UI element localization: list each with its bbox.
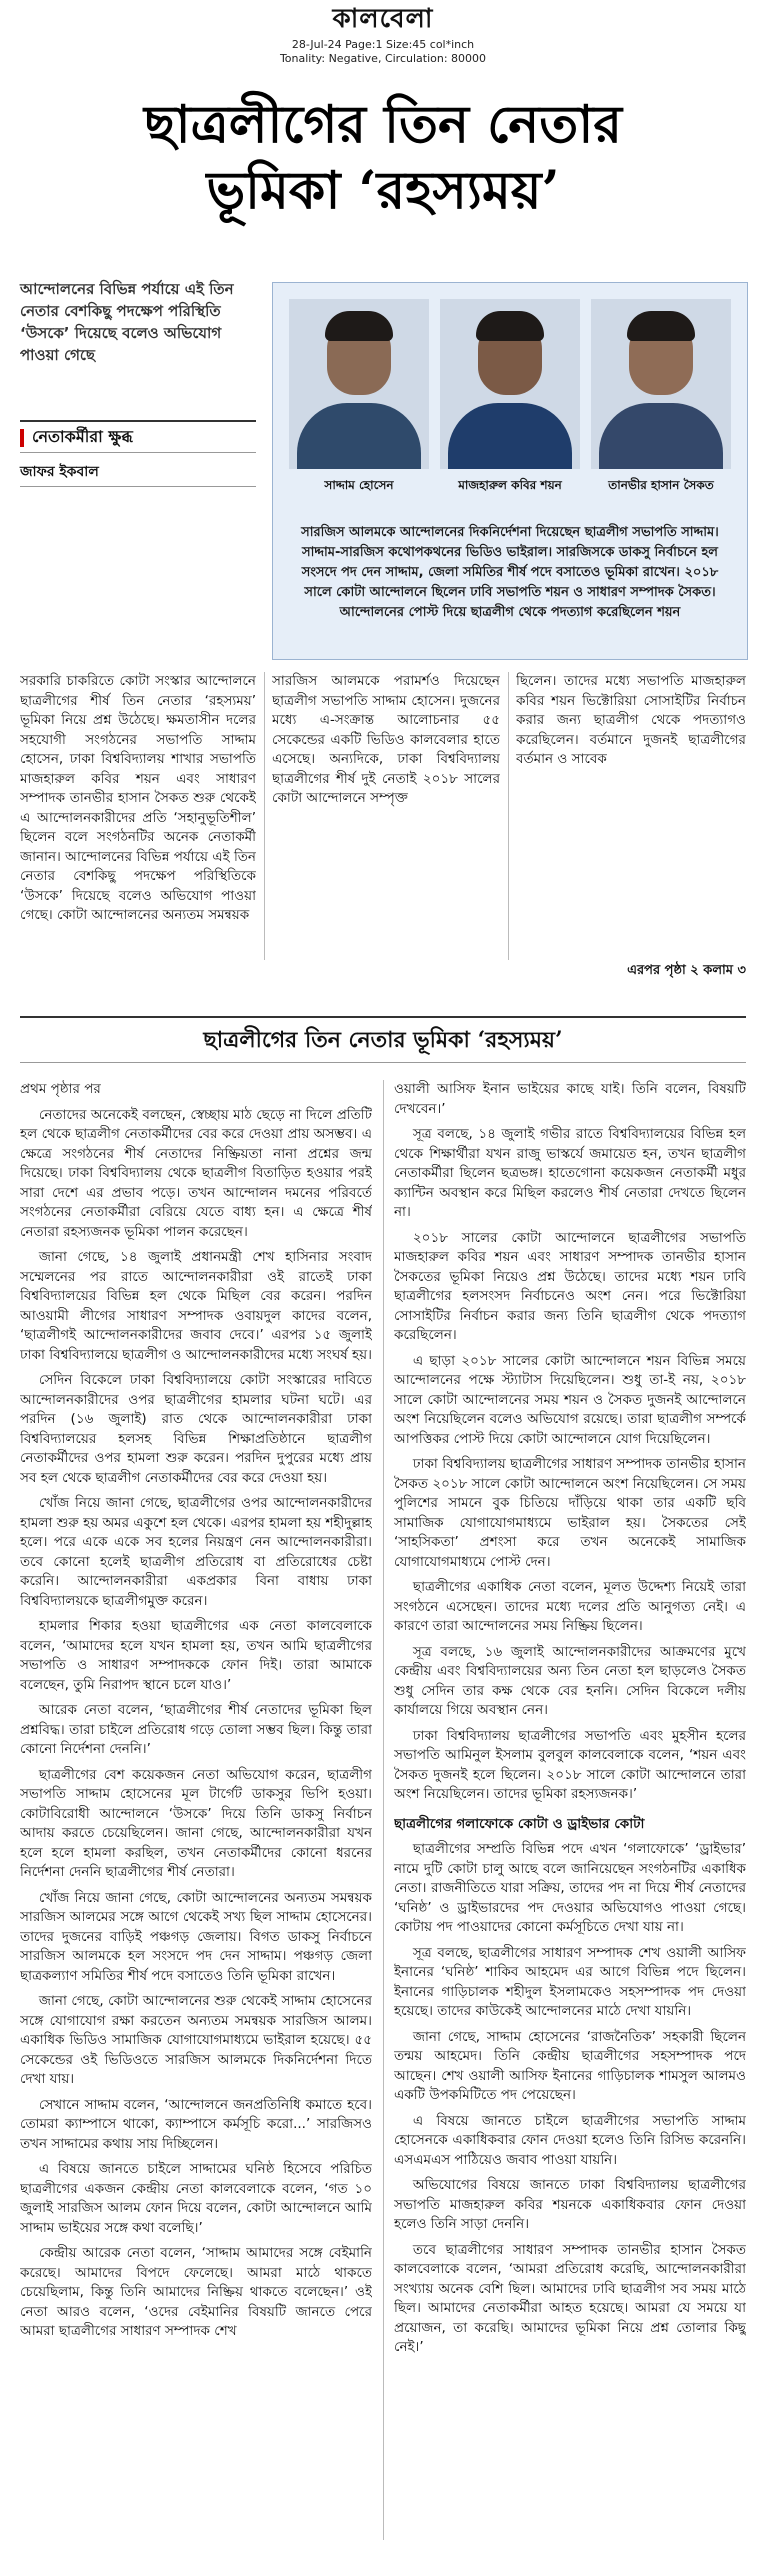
paragraph: তবে ছাত্রলীগের সাধারণ সম্পাদক তানভীর হাসান সৈকত কালবেলাকে বলেন, ‘আমরা প্রতিরোধ করেছি, আন্দোলনকারীরা সংখ্যায় অনেক বেশি ছিল। আমাদের ঢাবি ছাত্রলীগ সব সময় মাঠে ছিল। আমাদের নেতাকর্মীরা আহত হয়েছে। আমরা যে সময়ে যা প্রয়োজন, তা করেছি। আমাদের ভূমিকা নিয়ে প্রশ্ন তোলার কিছু নেই।’: [394, 2241, 746, 2355]
paragraph: সেখানে সাদ্দাম বলেন, ‘আন্দোলনে জনপ্রতিনিধি কমাতে হবে। তোমরা ক্যাম্পাসে থাকো, ক্যাম্পাসে কর্মসূচি করো...’ সারজিসও তখন সাদ্দামের কথায় সায় দিচ্ছিলেন।: [20, 2096, 372, 2152]
column-rule: [508, 672, 509, 960]
paragraph: এ বিষয়ে জানতে চাইলে ছাত্রলীগের সভাপতি সাদ্দাম হোসেনকে একাধিকবার ফোন দেওয়া হলেও তিনি রিসিভ করেননি। এসএমএস পাঠিয়েও জবাব পাওয়া যায়নি।: [394, 2112, 746, 2168]
photo-name-2: মাজহারুল কবির শয়ন: [458, 478, 562, 492]
portrait-body: [297, 403, 421, 469]
front-column-3: ছিলেন। তাদের মধ্যে সভাপতি মাজহারুল কবির শয়ন ভিক্টোরিয়া সোসাইটির নির্বাচন করার জন্য ছাত্রলীগ থেকে পদত্যাগও করেছিলেন। বর্তমানে দুজনই ছাত্রলীগের বর্তমান ও সাবেক: [516, 673, 746, 767]
paragraph: ওয়ালী আসিফ ইনান ভাইয়ের কাছে যাই। তিনি বলেন, বিষয়টি দেখবেন।’: [394, 1081, 746, 1117]
headline-line-1: ছাত্রলীগের তিন নেতার: [144, 94, 622, 155]
portrait-hair: [325, 311, 393, 341]
tag-marker: [20, 429, 24, 447]
paragraph: প্রথম পৃষ্ঠার পর: [20, 1081, 101, 1097]
paragraph: জানা গেছে, কোটা আন্দোলনের শুরু থেকেই সাদ্দাম হোসেনের সঙ্গে যোগাযোগ রক্ষা করতেন অন্যতম সমন্বয়ক সারজিস আলম। একাধিক ভিডিও সামাজিক যোগাযোগমাধ্যমে ভাইরাল হয়েছে। ৫৫ সেকেন্ডের ওই ভিডিওতে সারজিস আলমকে দিকনির্দেশনা দিতে দেখা যায়।: [20, 1993, 372, 2087]
body-column-1: [20, 1080, 372, 2540]
section-tag: [20, 420, 256, 453]
paragraph: সূত্র বলছে, ১৬ জুলাই আন্দোলনকারীদের আক্রমণের মুখে কেন্দ্রীয় এবং বিশ্ববিদ্যালয়ের অন্য তিন নেতা হল ছাড়লেও সৈকত শুধু সেদিন তার কক্ষ থেকে বের হননি। সেদিন বিকেলে দলীয় কার্যালয়ে গিয়ে অবস্থান নেন।: [394, 1643, 746, 1718]
photo-box: [272, 282, 748, 660]
paragraph: ঢাকা বিশ্ববিদ্যালয় ছাত্রলীগের সভাপতি এবং মুহসীন হলের সভাপতি আমিনুল ইসলাম বুলবুল কালবেলাকে বলেন, ‘শয়ন এবং সৈকত দুজনই হলে ছিলেন। ২০১৮ সালে কোটা আন্দোলনে তারা অংশ নিয়েছিলেন। তাদের ভূমিকা রহস্যজনক।’: [394, 1727, 746, 1802]
column-rule: [383, 1080, 384, 2540]
paragraph: জানা গেছে, ১৪ জুলাই প্রধানমন্ত্রী শেখ হাসিনার সংবাদ সম্মেলনের পর রাতে আন্দোলনকারীরা ওই রাতেই ঢাকা বিশ্ববিদ্যালয়ের বিভিন্ন হল থেকে মিছিল বের করেন। পরদিন আওয়ামী লীগের সাধারণ সম্পাদক ওবায়দুল কাদের বলেন, ‘ছাত্রলীগই আন্দোলনকারীদের জবাব দেবে।’ এরপর ১৫ জুলাই ঢাকা বিশ্ববিদ্যালয়ে ছাত্রলীগ ও আন্দোলনকারীদের মধ্যে সংঘর্ষ হয়।: [20, 1249, 372, 1363]
portrait-body: [599, 403, 723, 469]
paragraph: অভিযোগের বিষয়ে জানতে ঢাকা বিশ্ববিদ্যালয় ছাত্রলীগের সভাপতি মাজহারুল কবির শয়নকে একাধিকবার ফোন দেওয়া হলেও তিনি সাড়া দেননি।: [394, 2177, 746, 2232]
newspaper-logo: কালবেলা: [332, 4, 434, 34]
photo-name-1: সাদ্দাম হোসেন: [324, 478, 394, 492]
kicker: আন্দোলনের বিভিন্ন পর্যায়ে এই তিন নেতার বেশকিছু পদক্ষেপ পরিস্থিতি ‘উসকে’ দিয়েছে বলেও অভিযোগ পাওয়া গেছে: [20, 280, 234, 364]
paragraph: ২০১৮ সালের কোটা আন্দোলনে ছাত্রলীগের সভাপতি মাজহারুল কবির শয়ন এবং সাধারণ সম্পাদক তানভীর হাসান সৈকতের ভূমিকা নিয়েও প্রশ্ন উঠেছে। তাদের মধ্যে শয়ন ঢাবি ছাত্রলীগের হলসংসদ নির্বাচনেও অংশ নেন। পরে ভিক্টোরিয়া সোসাইটির নির্বাচন করার জন্য তিনি ছাত্রলীগ থেকে পদত্যাগ করেছিলেন।: [394, 1229, 746, 1343]
headline: [20, 92, 746, 224]
paragraph: জানা গেছে, সাদ্দাম হোসেনের ‘রাজনৈতিক’ সহকারী ছিলেন তন্ময় আহমেদ। তিনি কেন্দ্রীয় ছাত্রলীগের সহসম্পাদক পদে আছেন। শেখ ওয়ালী আসিফ ইনানের গাড়িচালক শামসুল আলমও একটি উপকমিটিতে পদ পেয়েছেন।: [394, 2028, 746, 2103]
portrait-body: [448, 403, 572, 469]
photo-caption: সারজিস আলমকে আন্দোলনের দিকনির্দেশনা দিয়েছেন ছাত্রলীগ সভাপতি সাদ্দাম। সাদ্দাম-সারজিস কথোপকথনের ভিডিও ভাইরাল। সারজিসকে ডাকসু নির্বাচনে হল সংসদে পদ দেন সাদ্দাম, জেলা সমিতির শীর্ষ পদে বসাতেও ভূমিকা রাখেন। ২০১৮ সালে কোটা আন্দোলনে ছিলেন ঢাবি সভাপতি শয়ন ও সাধারণ সম্পাদক সৈকত। আন্দোলনের পোস্ট দিয়ে ছাত্রলীগ থেকে পদত্যাগ করেছিলেন শয়ন: [301, 525, 719, 620]
paragraph: সূত্র বলছে, ১৪ জুলাই গভীর রাতে বিশ্ববিদ্যালয়ের বিভিন্ন হল থেকে শিক্ষার্থীরা যখন রাজু ভাস্কর্যে জমায়েত হন, তখন ছাত্রলীগ নেতাকর্মীরা ছিলেন ছত্রভঙ্গ। হাতেগোনা কয়েকজন নেতাকর্মী মধুর ক্যান্টিন অবস্থান করে মিছিল করলেও শীর্ষ নেতারা দেখতে ছিলেন না।: [394, 1126, 746, 1220]
front-column-2: সারজিস আলমকে পরামর্শও দিয়েছেন ছাত্রলীগ সভাপতি সাদ্দাম হোসেন। দুজনের মধ্যে এ-সংক্রান্ত আলোচনার ৫৫ সেকেন্ডের একটি ভিডিও কালবেলার হাতে এসেছে। অন্যদিকে, ঢাকা বিশ্ববিদ্যালয় ছাত্রলীগের শীর্ষ দুই নেতাই ২০১৮ সালের কোটা আন্দোলনে সম্পৃক্ত: [272, 673, 500, 806]
paragraph: ছাত্রলীগের বেশ কয়েকজন নেতা অভিযোগ করেন, ছাত্রলীগ সভাপতি সাদ্দাম হোসেনের মূল টার্গেট ডাকসুর ভিপি হওয়া। কোটাবিরোধী আন্দোলনে ‘উসকে’ দিয়ে তিনি ডাকসু নির্বাচন আদায় করতে চেয়েছিলেন। জানা গেছে, আন্দোলনকারীরা যখন হলে হলে হামলা করছিল, তখন নেতাকর্মীদের কোনো ধরনের নির্দেশনা দেননি ছাত্রলীগের শীর্ষ নেতারা।: [20, 1766, 372, 1880]
continued-notice: এরপর পৃষ্ঠা ২ কলাম ৩: [627, 963, 746, 978]
section-tag-label: নেতাকর্মীরা ক্ষুব্ধ: [32, 427, 133, 446]
clipping-meta-date: 28-Jul-24 Page:1 Size:45 col*inch: [291, 38, 475, 51]
portrait-photo: [591, 299, 731, 469]
paragraph: কেন্দ্রীয় আরেক নেতা বলেন, ‘সাদ্দাম আমাদের সঙ্গে বেইমানি করেছে। আমাদের বিপদে ফেলেছে। আমরা মাঠে থাকতে চেয়েছিলাম, কিন্তু তিনি আমাদের নিষ্ক্রিয় থাকতে বলেছেন।’ ওই নেতা আরও বলেন, ‘ওদের বেইমানির বিষয়টি জানতে পেরে আমরা ছাত্রলীগের সাধারণ সম্পাদক শেখ: [20, 2245, 372, 2339]
paragraph: এ বিষয়ে জানতে চাইলে সাদ্দামের ঘনিষ্ঠ হিসেবে পরিচিত ছাত্রলীগের একজন কেন্দ্রীয় নেতা কালবেলাকে বলেন, ‘গত ১০ জুলাই সারজিস আলম ফোন দিয়ে বলেন, কোটা আন্দোলনে আমি সাদ্দাম ভাইয়ের সঙ্গে কথা বলেছি।’: [20, 2161, 372, 2236]
paragraph: খোঁজ নিয়ে জানা গেছে, ছাত্রলীগের ওপর আন্দোলনকারীদের হামলা শুরু হয় অমর একুশে হল থেকে। এরপর হামলা হয় শহীদুল্লাহ হলে। পরে একে একে সব হলের নিয়ন্ত্রণ নেন আন্দোলনকারীরা। তবে কোনো হলেই ছাত্রলীগ প্রতিরোধ বা প্রতিরোধের চেষ্টা করেনি। আন্দোলনকারীরা একপ্রকার বিনা বাধায় ঢাকা বিশ্ববিদ্যালয়কে ছাত্রলীগমুক্ত করেন।: [20, 1495, 372, 1609]
paragraph: খোঁজ নিয়ে জানা গেছে, কোটা আন্দোলনের অন্যতম সমন্বয়ক সারজিস আলমের সঙ্গে আগে থেকেই সখ্য ছিল সাদ্দাম হোসেনের। তাদের দুজনের বাড়িই পঞ্চগড় জেলায়। বিগত ডাকসু নির্বাচনে সারজিস আলমকে হল সংসদে পদ দেন সাদ্দাম। পঞ্চগড় জেলা ছাত্রকল্যাণ সমিতির শীর্ষ পদে বসাতেও তিনি ভূমিকা রাখেন।: [20, 1889, 372, 1984]
paragraph: সূত্র বলছে, ছাত্রলীগের সাধারণ সম্পাদক শেখ ওয়ালী আসিফ ইনানের ‘ঘনিষ্ঠ’ শাকিব আহমেদ এর আগে বিভিন্ন পদে ছিলেন। ইনানের গাড়িচালক শহীদুল ইসলামকেও সহসম্পাদক পদ দেওয়া হয়েছে। তাদের কাউকেই আন্দোলনের মাঠে দেখা যায়নি।: [394, 1944, 746, 2019]
portrait-hair: [476, 311, 544, 341]
headline-line-2: ভূমিকা ‘রহস্যময়’: [206, 160, 560, 221]
paragraph: নেতাদের অনেকেই বলছেন, স্বেচ্ছায় মাঠ ছেড়ে না দিলে প্রতিটি হল থেকে ছাত্রলীগ নেতাকর্মীদের বের করে দেওয়া প্রায় অসম্ভব। এ ক্ষেত্রে সংগঠনের শীর্ষ নেতাদের নিষ্ক্রিয়তা নানা প্রশ্নের জন্ম দিয়েছে। ঢাকা বিশ্ববিদ্যালয় থেকে ছাত্রলীগ বিতাড়িত হওয়ার পরই সারা দেশে এর প্রভাব পড়ে। তখন আন্দোলন দমনের পরিবর্তে সংগঠনের নেতাকর্মীরা বেরিয়ে যেতে বাধ্য হন। এ ক্ষেত্রে শীর্ষ নেতারা রহস্যজনক ভূমিকা পালন করেছেন।: [20, 1106, 372, 1240]
paragraph: ঢাকা বিশ্ববিদ্যালয় ছাত্রলীগের সাধারণ সম্পাদক তানভীর হাসান সৈকত ২০১৮ সালে কোটা আন্দোলনে অংশ নিয়েছিলেন। সে সময় পুলিশের সামনে বুক চিতিয়ে দাঁড়িয়ে থাকা তার একটি ছবি সামাজিক যোগাযোগমাধ্যমে ভাইরাল হয়। সৈকতের সেই ‘সাহসিকতা’ প্রশংসা করে তখন অনেকেই সামাজিক যোগাযোগমাধ্যমে পোস্ট দেন।: [394, 1456, 746, 1570]
clipping-meta-tonality: Tonality: Negative, Circulation: 80000: [279, 52, 487, 65]
byline: জাফর ইকবাল: [20, 462, 256, 487]
portrait-photo: [440, 299, 580, 469]
front-column-1: সরকারি চাকরিতে কোটা সংস্কার আন্দোলনে ছাত্রলীগের শীর্ষ তিন নেতার ‘রহস্যময়’ ভূমিকা নিয়ে প্রশ্ন উঠেছে। ক্ষমতাসীন দলের সহযোগী সংগঠনের সভাপতি সাদ্দাম হোসেন, ঢাকা বিশ্ববিদ্যালয় শাখার সভাপতি মাজহারুল কবির শয়ন এবং সাধারণ সম্পাদক তানভীর হাসান সৈকত শুরু থেকেই এ আন্দোলনকারীদের প্রতি ‘সহানুভূতিশীল’ ছিলেন বলে সংগঠনটির অনেক নেতাকর্মী জানান। আন্দোলনের বিভিন্ন পর্যায়ে এই তিন নেতার বেশকিছু পদক্ষেপ পরিস্থিতিকে ‘উসকে’ দিয়েছে বলেও অভিযোগ পাওয়া গেছে। কোটা আন্দোলনের অন্যতম সমন্বয়ক: [20, 673, 256, 923]
portrait-photo: [289, 299, 429, 469]
paragraph: ছাত্রলীগের সম্প্রতি বিভিন্ন পদে এখন ‘গলাফোকে’ ‘ড্রাইভার’ নামে দুটি কোটা চালু আছে বলে জানিয়েছেন সংগঠনটির একাধিক নেতা। রাজনীতিতে যারা সক্রিয়, তাদের পদ না দিয়ে শীর্ষ নেতাদের ‘ঘনিষ্ঠ’ ও ড্রাইভারদের পদ দেওয়ার অভিযোগও পাওয়া গেছে। কোটায় পদ পাওয়াদের কোনো কর্মসূচিতে দেখা যায় না।: [394, 1841, 746, 1935]
paragraph: ছাত্রলীগের একাধিক নেতা বলেন, মূলত উদ্দেশ্য নিয়েই তারা সংগঠনে এসেছেন। তাদের মধ্যে দলের প্রতি আনুগত্য নেই। এ কারণে তারা আন্দোলনের সময় নিষ্ক্রিয় ছিলেন।: [394, 1579, 746, 1634]
paragraph: ছাত্রলীগের গলাফোকে কোটা ও ড্রাইভার কোটা: [394, 1815, 645, 1832]
photo-name-3: তানভীর হাসান সৈকত: [608, 478, 714, 492]
paragraph: সেদিন বিকেলে ঢাকা বিশ্ববিদ্যালয়ে কোটা সংস্কারের দাবিতে আন্দোলনকারীদের ওপর ছাত্রলীগের হামলার ঘটনা ঘটে। এর পরদিন (১৬ জুলাই) রাত থেকে আন্দোলনকারীরা ঢাকা বিশ্ববিদ্যালয়ের হলসহ বিভিন্ন শিক্ষাপ্রতিষ্ঠানে ছাত্রলীগ নেতাকর্মীদের ওপর হামলা শুরু করেন। পরদিন দুপুরের মধ্যে প্রায় সব হল থেকে ছাত্রলীগ নেতাকর্মীদের বের করে দেওয়া হয়।: [20, 1372, 372, 1486]
portrait-hair: [627, 311, 695, 341]
body-column-2: [394, 1080, 746, 2540]
paragraph: এ ছাড়া ২০১৮ সালের কোটা আন্দোলনে শয়ন বিভিন্ন সময়ে আন্দোলনের পক্ষে স্ট্যাটাস দিয়েছিলেন। শুধু তা-ই নয়, ২০১৮ সালে কোটা আন্দোলনের সময় শয়ন ও সৈকত দুজনই আন্দোলনে অংশ নিয়েছিলেন বলেও অভিযোগ রয়েছে। তারা ছাত্রলীগ সম্পর্কে আপত্তিকর পোস্ট দিয়ে কোটা আন্দোলনে যোগ দিয়েছিলেন।: [394, 1352, 746, 1447]
continuation-headline: ছাত্রলীগের তিন নেতার ভূমিকা ‘রহস্যময়’: [20, 1016, 746, 1063]
paragraph: হামলার শিকার হওয়া ছাত্রলীগের এক নেতা কালবেলাকে বলেন, ‘আমাদের হলে যখন হামলা হয়, তখন আমি ছাত্রলীগের সভাপতি ও সাধারণ সম্পাদককে ফোন দিই। তারা আমাকে বলেছেন, তুমি নিরাপদ স্থানে চলে যাও।’: [20, 1618, 372, 1693]
column-rule: [264, 672, 265, 960]
paragraph: আরেক নেতা বলেন, ‘ছাত্রলীগের শীর্ষ নেতাদের ভূমিকা ছিল প্রশ্নবিদ্ধ। তারা চাইলে প্রতিরোধ গড়ে তোলা সম্ভব ছিল। কিন্তু তারা কোনো নির্দেশনা দেননি।’: [20, 1702, 372, 1757]
masthead: [0, 0, 766, 78]
